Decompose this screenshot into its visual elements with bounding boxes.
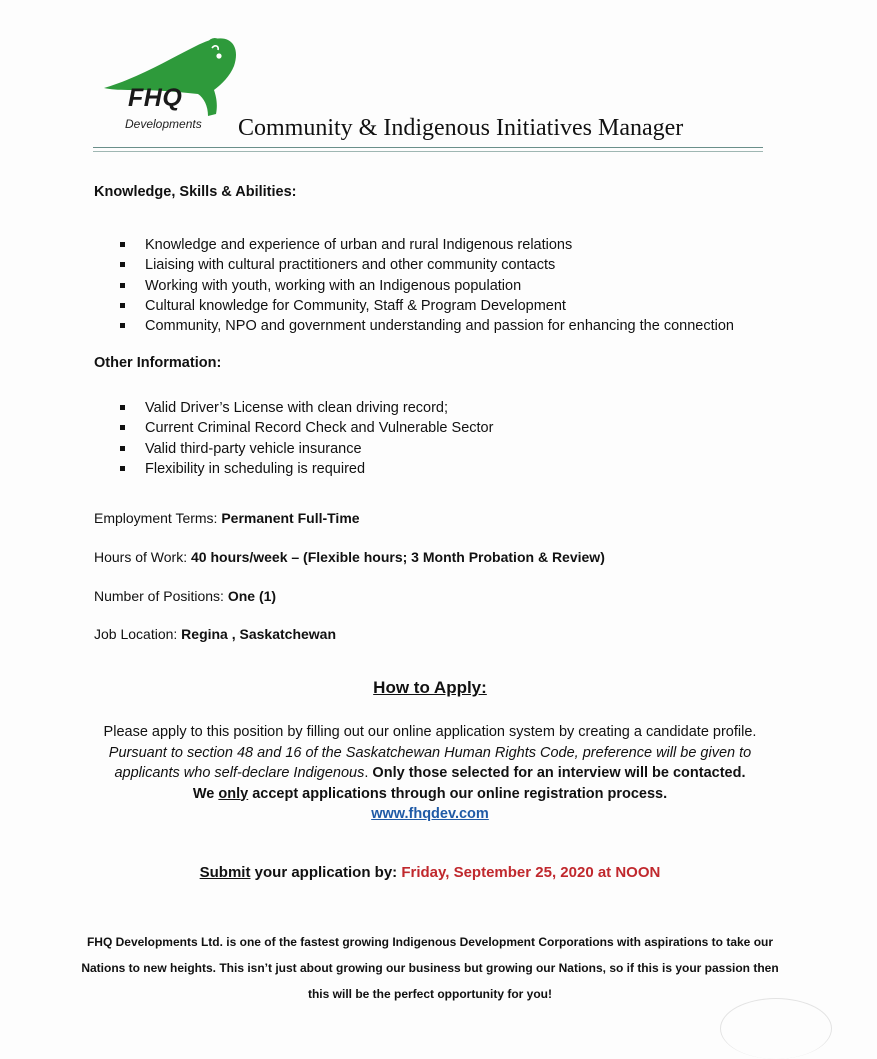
apply-policy-text: Pursuant to section 48 and 16 of the Saskatchewan Human Rights Code, preference will be given to applicants who self-declare Indigenous xyxy=(108,744,752,781)
list-item: Cultural knowledge for Community, Staff & Program Development xyxy=(118,296,734,316)
submit-deadline xyxy=(90,863,770,884)
submit-label: Submit xyxy=(199,864,251,881)
list-item: Knowledge and experience of urban and rural Indigenous relations xyxy=(118,235,734,255)
employment-terms-label: Employment Terms: xyxy=(94,510,222,526)
online-only-emphasis: only xyxy=(218,785,249,802)
apply-instructions xyxy=(90,722,770,825)
how-to-apply-heading: How to Apply: xyxy=(373,678,487,697)
submit-text: your application by: xyxy=(250,864,402,881)
website-link[interactable]: www.fhqdev.com xyxy=(371,806,489,822)
job-location xyxy=(94,626,336,642)
page-corner-decoration xyxy=(720,998,832,1059)
online-only-post: accept applications through our online registration process. xyxy=(248,785,668,802)
other-info-heading: Other Information: xyxy=(94,355,222,371)
company-blurb: FHQ Developments Ltd. is one of the fastest growing Indigenous Development Corporations with aspirations to take our Nations to new heights. This isn’t just about growing our business but growing our Nations, so if this is your passion then this will be the perfect opportunity for you! xyxy=(81,935,779,1001)
list-item: Community, NPO and government understanding and passion for enhancing the connection xyxy=(118,316,734,336)
logo-wordmark: FHQ xyxy=(128,84,183,112)
list-item: Valid Driver’s License with clean driving record; xyxy=(118,398,493,418)
list-item: Valid third-party vehicle insurance xyxy=(118,439,493,459)
page-title: Community & Indigenous Initiatives Manager xyxy=(238,115,684,141)
list-item: Liaising with cultural practitioners and other community contacts xyxy=(118,255,734,275)
positions-value: One (1) xyxy=(227,588,277,604)
header-divider-thin xyxy=(93,151,763,152)
number-of-positions xyxy=(94,588,276,604)
online-only-note xyxy=(193,786,667,802)
location-label: Job Location: xyxy=(94,626,182,642)
list-item: Flexibility in scheduling is required xyxy=(118,459,493,479)
employment-terms xyxy=(94,510,360,526)
header-divider xyxy=(93,147,763,148)
logo-subtitle: Developments xyxy=(125,117,202,131)
other-info-list xyxy=(118,398,493,479)
apply-period: . xyxy=(364,765,369,781)
ksa-list xyxy=(118,235,734,336)
apply-contact-note: Only those selected for an interview will be contacted. xyxy=(368,765,746,781)
hours-label: Hours of Work: xyxy=(94,549,191,565)
list-item: Current Criminal Record Check and Vulnerable Sector xyxy=(118,418,493,438)
list-item: Working with youth, working with an Indigenous population xyxy=(118,276,734,296)
ksa-heading: Knowledge, Skills & Abilities: xyxy=(94,184,297,200)
location-value: Regina , Saskatchewan xyxy=(181,626,337,642)
employment-terms-value: Permanent Full-Time xyxy=(221,510,360,526)
deadline-date: Friday, September 25, 2020 at NOON xyxy=(401,864,661,881)
apply-text: Please apply to this position by filling out our online application system by creating a candidate profile. xyxy=(103,724,757,740)
hours-of-work xyxy=(94,549,605,565)
fhq-logo xyxy=(98,34,243,134)
hours-value: 40 hours/week – (Flexible hours; 3 Month Probation & Review) xyxy=(191,549,605,565)
positions-label: Number of Positions: xyxy=(94,588,228,604)
online-only-pre: We xyxy=(192,785,219,802)
